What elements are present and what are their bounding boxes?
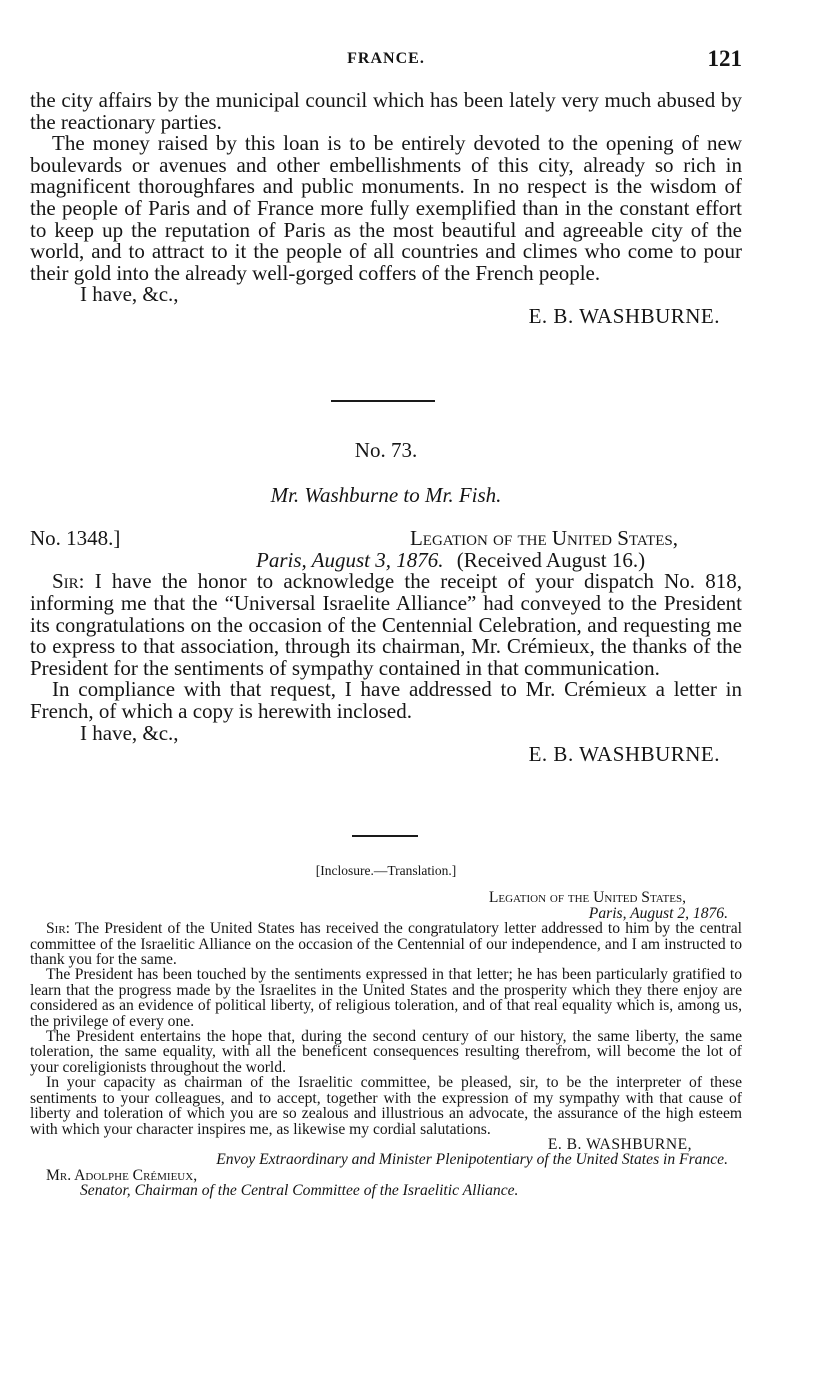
page-number: 121 (707, 46, 742, 71)
inclosure (30, 863, 742, 1199)
addressee-title: Senator, Chairman of the Central Committee of the Israelitic Alliance. (80, 1182, 519, 1200)
paragraph (30, 921, 742, 967)
legation-line: Legation of the United States, (409, 526, 678, 551)
paragraph: The money raised by this loan is to be entirely devoted to the opening of new boulevards or avenues and other embellishments of this city, already so rich in magnificent thoroughfares and public monuments. In no respect is the wisdom of the people of Paris and of France more fully exemplified than in the constant effort to keep up the reputation of Paris as the most beautiful and agreeable city of the world, and to attract to it the people of all countries and climes who come to pour their gold into the already well-gorged coffers of the French people. (30, 131, 742, 285)
letter-heading: Mr. Washburne to Mr. Fish. (270, 482, 502, 507)
paragraph: the city affairs by the municipal council which has been lately very much abused by the reactionary parties. (30, 88, 742, 134)
section-divider (331, 400, 435, 402)
closing: I have, &c., (80, 720, 179, 745)
dateline (30, 528, 742, 571)
paragraph-text: I have the honor to acknowledge the receipt of your dispatch No. 818, informing me that the “Universal Israelite Alliance” had conveyed to the President its congratulations on the occasion of the Centennial Celebration, and requesting me to express to that association, through its chairman, Mr. Crémieux, the thanks of the President for the sentiments of sympathy contained in that communication. (30, 569, 743, 680)
running-head: FRANCE. (347, 50, 425, 67)
place-date: Paris, August 3, 1876. (256, 547, 444, 572)
inclosure-label: [Inclosure.—Translation.] (315, 863, 457, 878)
document-number: No. 73. (354, 438, 418, 462)
paragraph: In your capacity as chairman of the Israelitic committee, be pleased, sir, to be the interpreter of these sentiments to your colleagues, and to accept, together with the expression of my sympathy with that cause of liberty and toleration of which you are so zealous and illustrious an advocate, the assurance of the high esteem with which your character inspires me, as likewise my cordial salutations. (30, 1074, 742, 1138)
place-date: Paris, August 2, 1876. (588, 904, 728, 922)
letter-72-continuation (30, 90, 742, 328)
letter-73 (30, 440, 742, 766)
salutation: Sir: (52, 569, 85, 594)
signature-title: Envoy Extraordinary and Minister Plenipotentiary of the United States in France. (216, 1151, 728, 1169)
legation-line: Legation of the United States, (488, 889, 686, 907)
signature: E. B. WASHBURNE. (528, 303, 720, 328)
signature: E. B. WASHBURNE. (528, 742, 720, 767)
paragraph: The President has been touched by the sentiments expressed in that letter; he has been particularly gratified to learn that the progress made by the Israelites in the United States and the prosperity which they there enjoy are considered as an evidence of political liberty, of religious toleration, and of that real equality which is, among us, the privilege of every one. (30, 966, 742, 1030)
received-date: (Received August 16.) (456, 547, 646, 572)
paragraph (30, 571, 742, 679)
paragraph: In compliance with that request, I have addressed to Mr. Crémieux a letter in French, of which a copy is herewith inclosed. (30, 677, 742, 723)
page-header (30, 46, 742, 76)
salutation: Sir: (46, 920, 71, 938)
section-divider (352, 835, 418, 837)
inclosure-legation (30, 890, 742, 905)
addressee: Mr. Adolphe Crémieux, (46, 1166, 198, 1184)
inclosure-dateline (30, 906, 742, 921)
signature: E. B. WASHBURNE, (547, 1135, 692, 1153)
dispatch-number: No. 1348.] (30, 526, 121, 551)
paragraph: The President entertains the hope that, during the second century of our history, the same liberty, the same toleration, the same equality, with all the beneficent consequences resulting therefrom, will become the lot of your coreligionists throughout the world. (30, 1028, 742, 1076)
paragraph-text: The President of the United States has received the congratulatory letter addressed to him by the central committee of the Israelitic Alliance on the occasion of the Centennial of our independence, and I am instructed to thank you for the same. (30, 920, 743, 969)
closing: I have, &c., (80, 282, 179, 307)
